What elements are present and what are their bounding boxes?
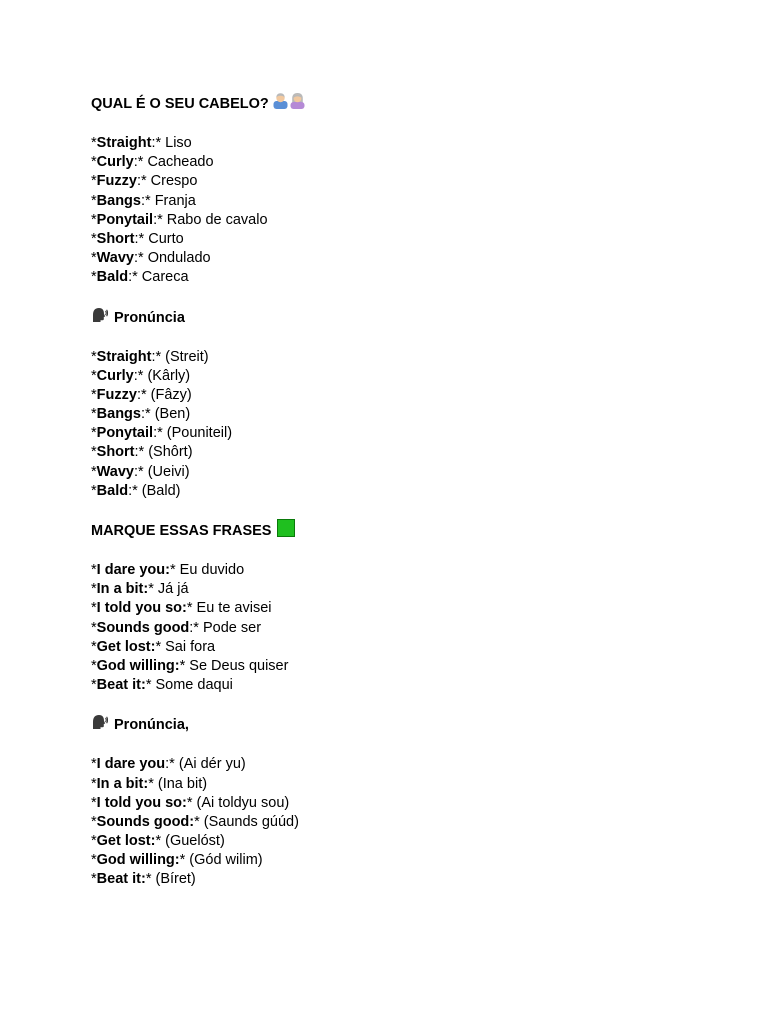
list-item: *Beat it:* Some daqui (91, 677, 233, 694)
list-item: *Straight:* (Streit) (91, 348, 209, 365)
list-item: *Bald:* (Bald) (91, 482, 181, 499)
spacer (91, 542, 731, 561)
list-item: *Curly:* Cacheado (91, 154, 214, 171)
hair-pronunciation-list (91, 348, 731, 502)
list-item: *Ponytail:* Rabo de cavalo (91, 211, 268, 228)
hair-pronunciation-title: Pronúncia (114, 309, 185, 326)
list-item: *I dare you:* Eu duvido (91, 562, 245, 578)
spacer (91, 288, 731, 307)
list-item: *Get lost:* Sai fora (91, 638, 216, 655)
list-item: *In a bit:* (Ina bit) (91, 775, 208, 792)
list-item: *In a bit:* Já já (91, 581, 189, 598)
phrases-pronunciation-title: Pronúncia, (114, 717, 189, 734)
green-square-icon (277, 519, 295, 544)
list-item: *Short:* (Shôrt) (91, 444, 193, 461)
hair-section-title: QUAL É O SEU CABELO? (91, 96, 269, 112)
list-item: *Sounds good:* Pode ser (91, 619, 262, 636)
list-item: *God willing:* Se Deus quiser (91, 657, 289, 674)
document-page (91, 93, 731, 890)
woman-icon (290, 92, 305, 116)
spacer (91, 736, 731, 755)
list-item: *Beat it:* (Bíret) (91, 871, 196, 888)
list-item: *Bangs:* (Ben) (91, 406, 191, 423)
spacer (91, 695, 731, 714)
man-icon (273, 92, 288, 116)
phrase-pronunciation-list (91, 755, 731, 889)
list-item: *I told you so:* (Ai toldyu sou) (91, 794, 290, 811)
list-item: *Bangs:* Franja (91, 192, 196, 209)
list-item: *Short:* Curto (91, 230, 184, 247)
list-item: *Bald:* Careca (91, 269, 189, 286)
hair-pronunciation-heading (91, 307, 731, 329)
list-item: *Straight:* Liso (91, 135, 192, 151)
list-item: *Curly:* (Kârly) (91, 367, 191, 384)
phrase-list (91, 561, 731, 695)
list-item: *Wavy:* Ondulado (91, 250, 211, 267)
list-item: *God willing:* (Gód wilim) (91, 852, 263, 869)
speaking-head-icon (91, 306, 108, 330)
spacer (91, 115, 731, 134)
phrases-pronunciation-heading (91, 714, 731, 736)
list-item: *Wavy:* (Ueivi) (91, 463, 190, 480)
phrases-section-title: MARQUE ESSAS FRASES (91, 523, 272, 539)
list-item: *Fuzzy:* Crespo (91, 173, 198, 190)
spacer (91, 501, 731, 520)
list-item: *Ponytail:* (Pouniteil) (91, 425, 233, 442)
list-item: *Fuzzy:* (Fâzy) (91, 386, 192, 403)
hair-term-list (91, 134, 731, 288)
list-item: *Sounds good:* (Saunds gúúd) (91, 813, 299, 830)
speaking-head-icon (91, 713, 108, 737)
list-item: *Get lost:* (Guelóst) (91, 833, 225, 850)
list-item: *I told you so:* Eu te avisei (91, 600, 272, 617)
list-item: *I dare you:* (Ai dér yu) (91, 756, 246, 773)
hair-section-heading (91, 93, 731, 115)
phrases-section-heading (91, 520, 731, 542)
spacer (91, 329, 731, 348)
